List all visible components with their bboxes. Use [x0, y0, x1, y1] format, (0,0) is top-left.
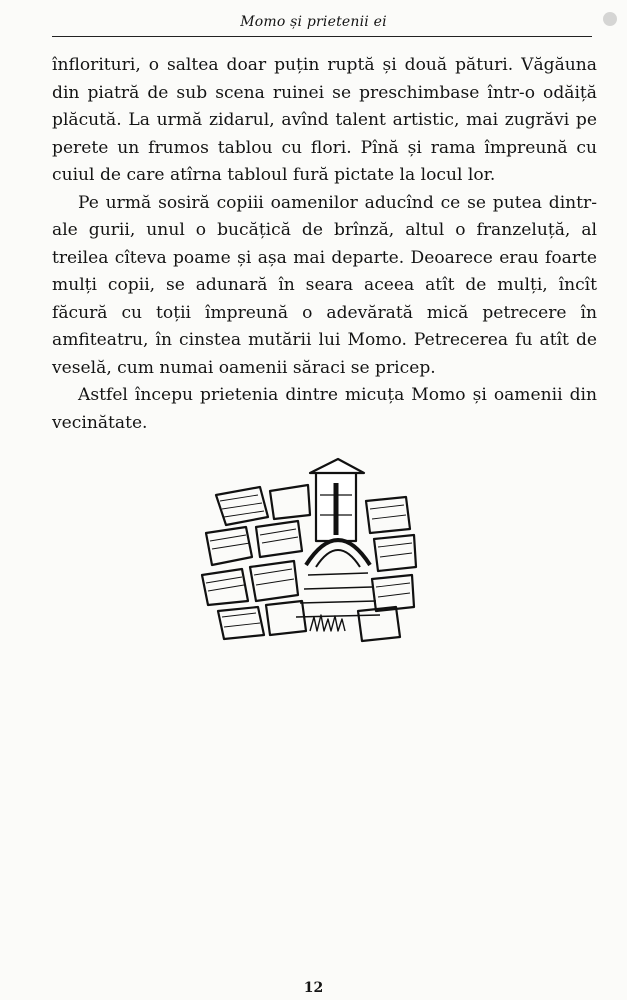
header-rule — [52, 36, 592, 37]
text-line: plăcută. La urmă zidarul, avînd talent artistic, mai zugrăvi pe — [52, 110, 597, 130]
body-text — [52, 52, 597, 437]
page-number: 12 — [303, 980, 324, 996]
text-line: cîteva poame și așa mai departe. Deoarece erau foarte mulți — [52, 247, 597, 295]
text-line: Astfel începu prietenia dintre micuța Momo și oamenii din — [78, 385, 597, 405]
text-line: cinstea mutării lui Momo. Petrecerea fu atît de veselă, cum — [52, 330, 598, 378]
text-line: toții împreună o adevărată mică petrecere în amfiteatru, în — [52, 302, 597, 350]
running-header: Momo și prietenii ei — [240, 14, 387, 30]
text-line: vecinătate. — [52, 412, 148, 433]
stone-ruin-sketch-icon — [198, 455, 420, 645]
text-line: Pe urmă sosiră copiii oamenilor aducînd ce se putea dintr-ale — [52, 192, 597, 240]
text-line: din piatră de sub scena ruinei se preschimbase într-o odăiță — [52, 82, 597, 103]
paragraph-2 — [52, 190, 597, 383]
text-line: perete un frumos tablou cu flori. Pînă și rama împreună cu cuiul — [52, 137, 597, 185]
paragraph-3 — [52, 382, 597, 437]
text-line: de care atîrna tabloul fură pictate la locul lor. — [99, 165, 496, 185]
text-line: numai oamenii săraci se pricep. — [159, 357, 436, 378]
text-line: înflorituri, o saltea doar puțin ruptă și două pături. Văgăuna — [52, 55, 597, 75]
text-line: copii, se adunară în seara aceea atît de mulți, încît făcură cu — [52, 275, 598, 323]
paragraph-1 — [52, 52, 597, 190]
text-line: gurii, unul o bucățică de brînză, altul o franzeluță, al treilea — [52, 220, 597, 268]
